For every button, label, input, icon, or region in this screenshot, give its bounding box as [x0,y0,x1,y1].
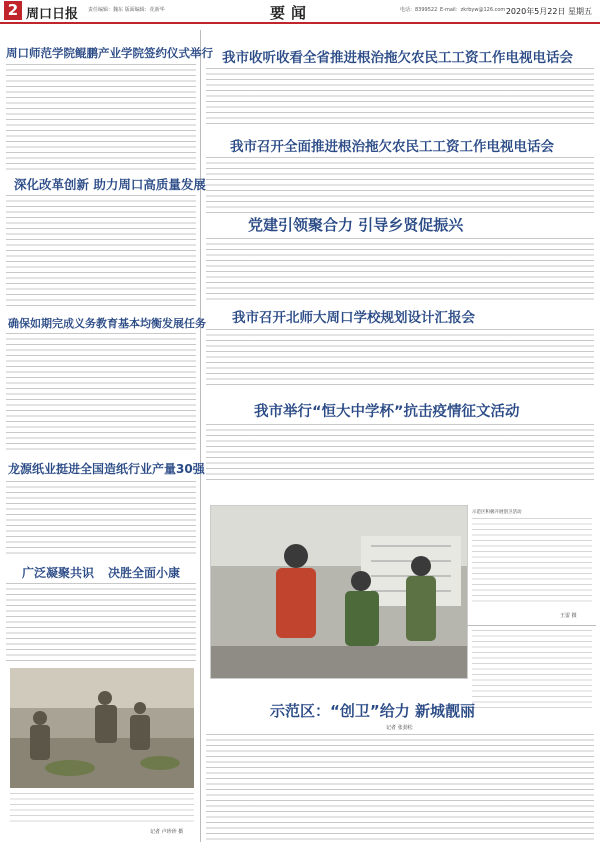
left-article-5-text [6,583,196,665]
section-title: 要闻 [270,4,313,22]
column-divider [200,30,201,842]
left-headline-2: 深化改革创新 助力周口高质量发展 [14,177,206,192]
main-article-3-text [206,238,594,303]
paper-name: 周口日报 [26,7,79,22]
hotline: 电话：8399522 [400,7,438,13]
editor-info: 责任编辑：魏东 版面编辑：花新华 [88,7,165,13]
main-article-5-text [206,424,594,484]
main-headline-1: 我市收听收看全省推进根治拖欠农民工工资工作电视电话会 [222,50,573,66]
main-article-4-text [206,329,594,387]
main-byline-6: 记者 张劲松 [386,725,413,731]
main-headline-3: 党建引领聚合力 引导乡贤促振兴 [248,216,464,234]
left-headline-4: 龙源纸业挺进全国造纸行业产量30强 [8,462,205,476]
left-article-2-text [6,195,196,310]
main-headline-5: 我市举行“恒大中学杯”抗击疫情征文活动 [254,404,520,420]
left-photo-credit: 记者 卢珍珍 摄 [150,829,184,835]
main-article-6-text [206,734,594,842]
left-headline-5a: 广泛凝聚共识 [22,566,95,580]
left-photo-caption [10,793,194,823]
left-article-4-text [6,481,196,556]
left-article-3-text [6,333,196,450]
main-headline-2: 我市召开全面推进根治拖欠农民工工资工作电视电话会 [230,139,554,155]
main-headline-6: 示范区：“创卫”给力 新城靓丽 [270,702,475,720]
page-header [0,0,600,24]
main-photo [210,505,468,679]
issue-date: 2020年5月22日 星期五 [505,7,592,16]
main-photo-credit: 王雷 摄 [560,613,577,619]
left-article-1-text [6,64,196,170]
left-headline-5b: 决胜全面小康 [108,566,181,580]
main-article-1-text [206,68,594,126]
page-number: 2 [4,1,22,20]
email: E-mail：zkrbyw@126.com [440,7,506,13]
left-photo [10,668,194,788]
left-headline-1: 周口师范学院鲲鹏产业学院签约仪式举行 [6,46,213,60]
left-headline-3: 确保如期完成义务教育基本均衡发展任务 [8,317,206,330]
main-photo-caption-title: 示范区积极开展创卫活动 [472,510,522,515]
main-photo-caption [472,510,592,610]
sidebar-divider [466,625,596,626]
main-headline-4: 我市召开北师大周口学校规划设计汇报会 [232,310,475,326]
sidebar-text [472,630,592,710]
main-article-2-text [206,157,594,215]
